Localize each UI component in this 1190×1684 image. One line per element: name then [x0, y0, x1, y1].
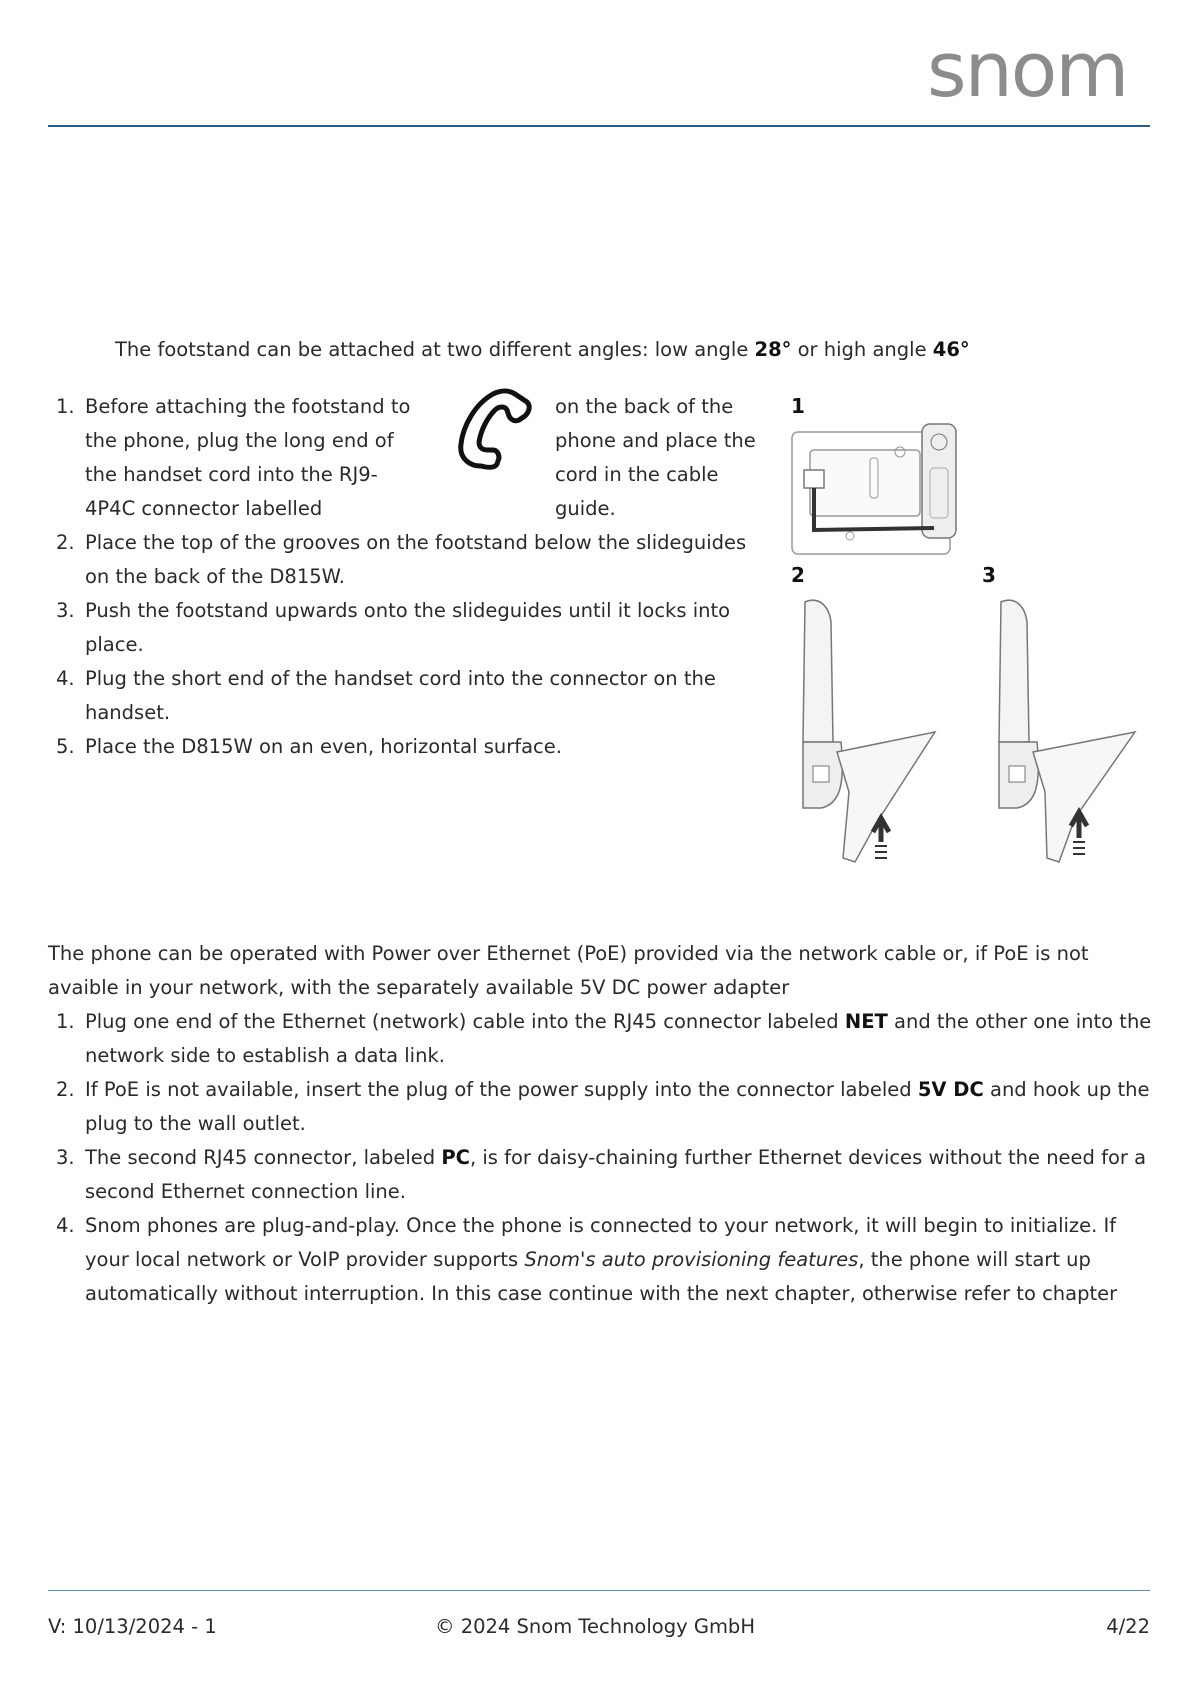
figure-3-label: 3: [982, 563, 996, 587]
footer-copyright: © 2024 Snom Technology GmbH: [435, 1615, 755, 1638]
high-angle-value: 46°: [932, 338, 970, 361]
list-item: 1. Plug one end of the Ethernet (network) cable into the RJ45 connector labeled NET and the other one into the network side to establish a data link.: [56, 1010, 1152, 1067]
snom-logo: [927, 38, 1142, 108]
snom-logo-text: snom: [927, 38, 1128, 108]
list-item: 4. Snom phones are plug-and-play. Once the phone is connected to your network, it will begin to initialize. If your local network or VoIP provider supports Snom's auto provisioning features, the phone will start up automatically without interruption. In this case continue with the next chapter, otherwise refer to chapter: [56, 1214, 1118, 1305]
figure-2-low-angle-illustration: [785, 592, 960, 872]
dc-label: 5V DC: [917, 1078, 984, 1101]
footstand-step-1: 1. Before attaching the footstand to the phone, plug the long end of the handset cord into the RJ9-4P4C connector labelled on the back of the phone and place the cord in the cable guide.: [48, 390, 763, 526]
footer-version: V: 10/13/2024 - 1: [48, 1615, 217, 1638]
auto-provisioning-text: Snom's auto provisioning features: [524, 1248, 859, 1271]
list-item: 2. Place the top of the grooves on the footstand below the slideguides on the back of the D815W.: [56, 531, 747, 588]
footstand-step-list: [48, 526, 763, 764]
step-1-text-left: Before attaching the footstand to the phone, plug the long end of the handset cord into the RJ9-4P4C connector labelled: [85, 395, 411, 520]
list-item: 3. Push the footstand upwards onto the slideguides until it locks into place.: [56, 599, 731, 656]
power-step-list: [48, 1005, 1158, 1311]
pc-label: PC: [441, 1146, 470, 1169]
figure-2-label: 2: [791, 563, 805, 587]
power-intro: The phone can be operated with Power over Ethernet (PoE) provided via the network cable or, if PoE is not avaible in your network, with the separately available 5V DC power adapter: [48, 942, 1089, 999]
footstand-intro: The footstand can be attached at two different angles: low angle 28° or high angle 46°: [115, 338, 970, 361]
figure-3-high-angle-illustration: [975, 592, 1150, 872]
list-item: 4. Plug the short end of the handset cord into the connector on the handset.: [56, 667, 716, 724]
figure-1-cord-illustration: [790, 418, 960, 560]
footer-page-number: 4/22: [1106, 1615, 1150, 1638]
figure-1-label: 1: [791, 394, 805, 418]
handset-icon: [453, 386, 533, 470]
header-rule: [48, 125, 1150, 127]
list-item: 2. If PoE is not available, insert the plug of the power supply into the connector labeled 5V DC and hook up the plug to the wall outlet.: [56, 1078, 1150, 1135]
low-angle-value: 28°: [754, 338, 792, 361]
footstand-steps: [48, 390, 763, 764]
net-label: NET: [844, 1010, 888, 1033]
footer-rule: [48, 1590, 1150, 1591]
list-item: 3. The second RJ45 connector, labeled PC, is for daisy-chaining further Ethernet devices without the need for a second Ethernet connection line.: [56, 1146, 1147, 1203]
step-1-text-right: on the back of the phone and place the cord in the cable guide.: [555, 395, 756, 520]
list-item: 5. Place the D815W on an even, horizontal surface.: [56, 735, 562, 758]
